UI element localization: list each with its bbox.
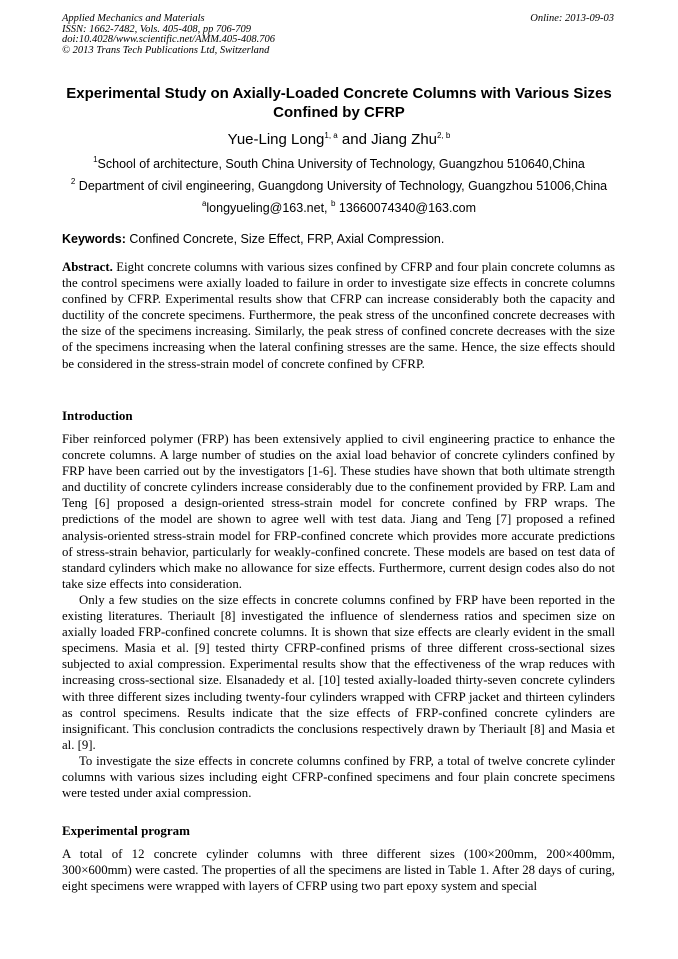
author-name: Yue-Ling Long (227, 131, 325, 148)
abstract-text: Eight concrete columns with various sizes confined by CFRP and four plain concrete columns as the control specimens were axially loaded to failure in order to investigate size effects in concrete columns confined by CFRP. Experimental results show that CFRP can increase considerably both the capacity and ductility of the concrete specimens. Furthermore, the peak stress of the unconfined concrete decreases with the size of the specimens increasing. Similarly, the peak stress of confined concrete decreases with the size of the specimens increasing when the lateral confining stresses are the same. Hence, the size effects should be considered in the stress-strain model of concrete confined by CFRP. (62, 260, 615, 371)
intro-paragraph-1: Fiber reinforced polymer (FRP) has been extensively applied to civil engineering practice to enhance the concrete columns. A large number of studies on the axial load behavior of concrete cylinders confined by FRP have been carried out by the investigators [1-6]. These studies have shown that both ultimate strength and ductility of concrete cylinders increase considerably due to the confinement provided by FRP. Lam and Teng [6] proposed a design-oriented stress-strain model for concrete confined by FRP wraps. The predictions of the model are shown to agree well with test data. Jiang and Teng [7] proposed a refined analysis-oriented stress-strain model for FRP-confined concrete which provides more accurate predictions of stress-strain behavior, particularly for weakly-confined concrete. These models are based on test data of standard cylinders which make no allowance for size effects. Furthermore, current design codes also do not take size effects into consideration. (62, 432, 615, 591)
affiliation-2 (62, 178, 616, 194)
intro-paragraph-2: Only a few studies on the size effects in concrete columns confined by FRP have been reported in the existing literatures. Theriault [8] investigated the influence of slenderness ratios and specimen size on axially loaded FRP-confined concrete columns. It is shown that size effects are clearly evident in the small specimens. Masia et al. [9] tested thirty CFRP-confined prisms of three different cross-sectional sizes subjected to axial compression. Experimental results show that the effectiveness of the wrap reduces with increasing cross-sectional size. Elsanadedy et al. [10] tested axially-loaded thirty-seven concrete cylinders with three different sizes including twenty-four cylinders wrapped with CFRP jacket and thirteen cylinders as control specimens. Results indicate that the size effects of FRP-confined concrete cylinders are insignificant. This conclusion contradicts the conclusions respectively drawn by Theriault [8] and Masia et al. [9]. (62, 593, 615, 752)
affiliation-text: School of architecture, South China University of Technology, Guangzhou 510640,China (97, 157, 585, 171)
copyright-line: © 2013 Trans Tech Publications Ltd, Switzerland (62, 44, 270, 56)
email-address: 13660074340@163.com (335, 201, 477, 215)
journal-name: Applied Mechanics and Materials (62, 13, 205, 24)
intro-paragraph-3: To investigate the size effects in concrete columns confined by FRP, a total of twelve concrete cylinder columns with various sizes including eight CFRP-confined specimens and four plain concrete specimens were tested under axial compression. (62, 754, 615, 801)
abstract-paragraph (62, 259, 615, 372)
affiliation-text: Department of civil engineering, Guangdong University of Technology, Guangzhou 51006,China (75, 179, 608, 193)
author-conjunction: and (337, 131, 372, 148)
introduction-heading: Introduction (62, 408, 133, 423)
author-superscript: 2, b (437, 131, 451, 140)
experimental-heading: Experimental program (62, 823, 190, 838)
doi-line: doi:10.4028/www.scientific.net/AMM.405-408.706 (62, 34, 275, 45)
email-superscript: b (331, 199, 336, 208)
abstract-label: Abstract. (62, 260, 113, 274)
paper-title: Experimental Study on Axially-Loaded Concrete Columns with Various Sizes Confined by CFRP (66, 85, 612, 121)
keywords-label: Keywords: (62, 232, 126, 246)
keywords-text: Confined Concrete, Size Effect, FRP, Axial Compression. (125, 232, 445, 246)
experimental-paragraph-1: A total of 12 concrete cylinder columns with three different sizes (100×200mm, 200×400mm, 300×600mm) were casted. The properties of all the specimens are listed in Table 1. After 28 days of curing, eight specimens were wrapped with layers of CFRP using two part epoxy system and special (62, 847, 615, 894)
author-name: Jiang Zhu (371, 131, 437, 148)
author-emails (62, 200, 616, 216)
affiliation-number: 1 (93, 155, 98, 164)
email-address: longyueling@163.net, (206, 201, 331, 215)
author-superscript: 1, a (324, 131, 338, 140)
issn-line: ISSN: 1662-7482, Vols. 405-408, pp 706-709 (62, 23, 251, 35)
keywords-line (62, 231, 616, 247)
online-date: Online: 2013-09-03 (530, 13, 614, 24)
author-list (62, 130, 616, 150)
journal-header (62, 14, 614, 56)
email-superscript: a (201, 199, 207, 208)
affiliation-number: 2 (70, 177, 76, 186)
affiliation-1 (62, 156, 616, 172)
